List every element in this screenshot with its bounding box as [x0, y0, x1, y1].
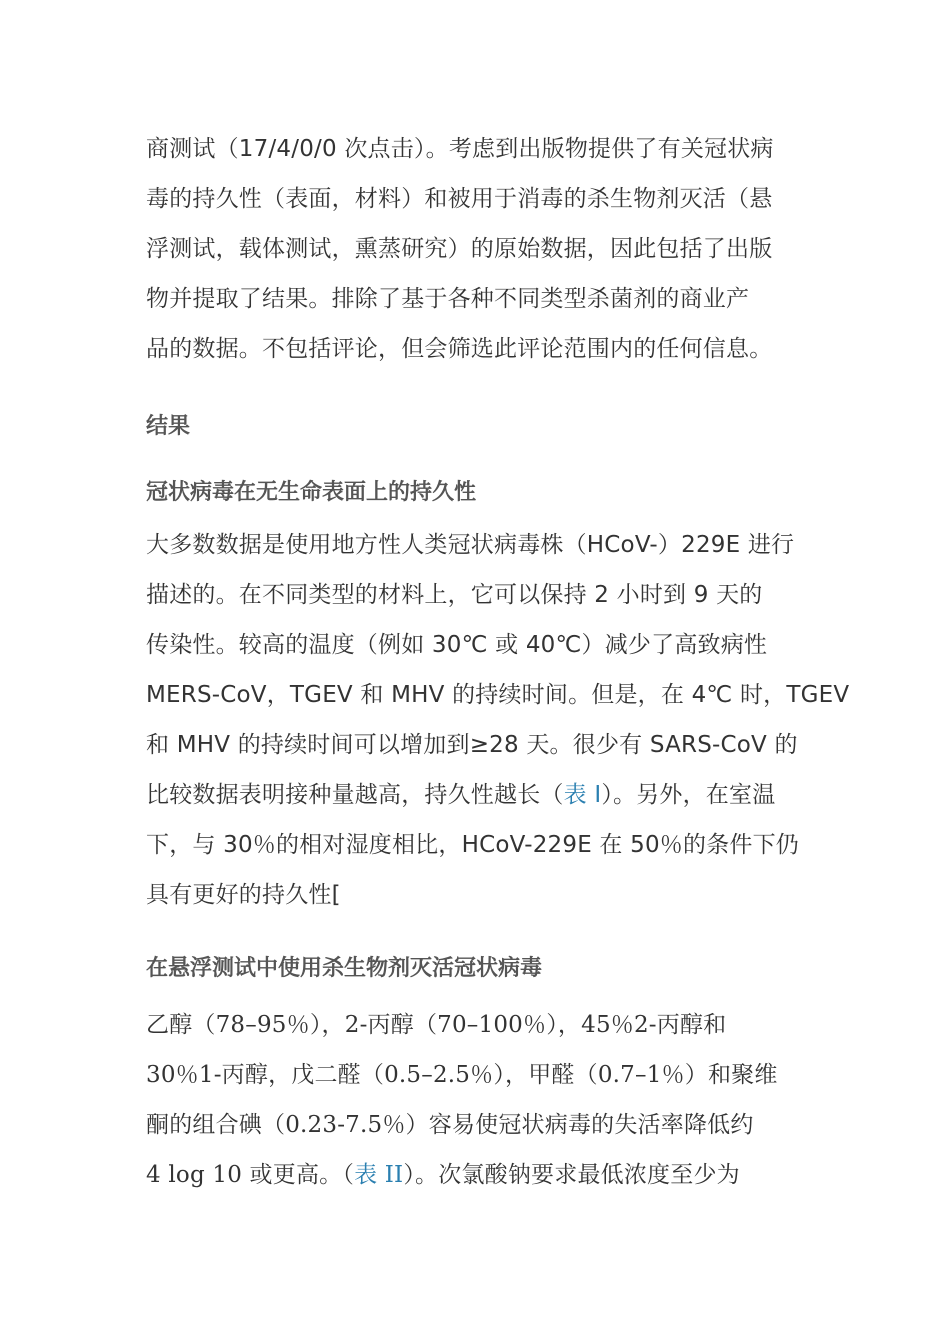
text-line: 品的数据。不包括评论，但会筛选此评论范围内的任何信息。: [146, 336, 773, 362]
text-line: 酮的组合碘（0.23-7.5％）容易使冠状病毒的失活率降低约: [146, 1112, 754, 1138]
persistence-heading: 冠状病毒在无生命表面上的持久性: [146, 480, 477, 505]
text-line: 传染性。较高的温度（例如 30℃ 或 40℃）减少了高致病性: [146, 632, 768, 658]
text-segment: ）。另外，在室温: [601, 782, 776, 808]
text-line: MERS-CoV，TGEV 和 MHV 的持续时间。但是，在 4℃ 时，TGEV: [146, 682, 850, 708]
text-line: [146, 1150, 808, 1200]
suspension-paragraph: [146, 1000, 808, 1200]
text-line: 和 MHV 的持续时间可以增加到≥28 天。很少有 SARS-CoV 的: [146, 732, 798, 758]
text-line: 下，与 30％的相对湿度相比，HCoV-229E 在 50％的条件下仍: [146, 832, 800, 858]
table-1-link[interactable]: 表 I: [563, 782, 602, 808]
text-line: 浮测试，载体测试，熏蒸研究）的原始数据，因此包括了出版: [146, 236, 773, 262]
text-line: 大多数数据是使用地方性人类冠状病毒株（HCoV-）229E 进行: [146, 532, 795, 558]
text-segment: ）。次氯酸钠要求最低浓度至少为: [403, 1162, 740, 1188]
text-segment: 比较数据表明接种量越高，持久性越长（: [146, 782, 564, 808]
intro-paragraph: [146, 124, 808, 374]
text-line: 毒的持久性（表面，材料）和被用于消毒的杀生物剂灭活（悬: [146, 186, 773, 212]
text-line: 具有更好的持久性[: [146, 882, 341, 908]
text-line: [146, 770, 808, 820]
text-line: 描述的。在不同类型的材料上，它可以保持 2 小时到 9 天的: [146, 582, 763, 608]
text-segment: 4 log 10 或更高。（: [146, 1162, 355, 1188]
results-heading: 结果: [146, 414, 191, 439]
suspension-heading: 在悬浮测试中使用杀生物剂灭活冠状病毒: [146, 956, 543, 981]
article-body: [146, 124, 850, 1200]
text-line: 商测试（17/4/0/0 次点击）。考虑到出版物提供了有关冠状病: [146, 136, 774, 162]
text-line: 乙醇（78–95％），2-丙醇（70–100％），45％2-丙醇和: [146, 1012, 727, 1038]
text-line: 物并提取了结果。排除了基于各种不同类型杀菌剂的商业产: [146, 286, 750, 312]
persistence-paragraph: [146, 520, 850, 920]
table-2-link[interactable]: 表 II: [354, 1162, 404, 1188]
text-line: 30％1-丙醇，戊二醛（0.5–2.5％），甲醛（0.7–1％）和聚维: [146, 1062, 778, 1088]
